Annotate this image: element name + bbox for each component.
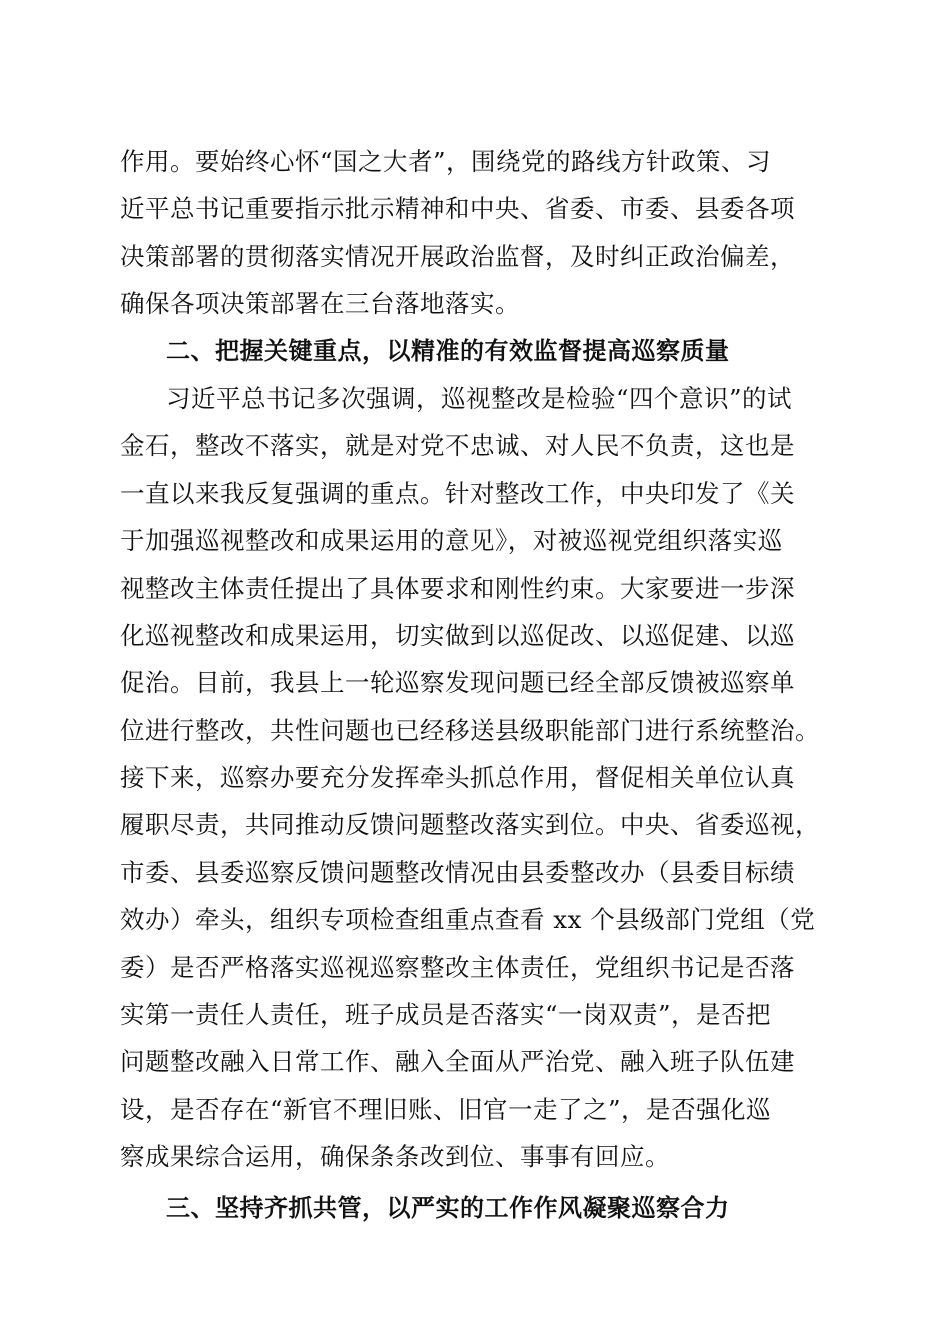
text-line: 作用。要始终心怀“国之大者”，围绕党的路线方针政策、习 bbox=[120, 147, 772, 176]
paragraph-2 bbox=[120, 375, 842, 1181]
text-line: 确保各项决策部署在三台落地落实。 bbox=[120, 289, 520, 319]
document-body bbox=[120, 138, 842, 1232]
text-line: 市委、县委巡察反馈问题整改情况由县委整改办（县委目标绩 bbox=[120, 857, 795, 887]
text-line: 设，是否存在“新官不理旧账、旧官一走了之”，是否强化巡 bbox=[120, 1094, 772, 1124]
text-line: 一直以来我反复强调的重点。针对整改工作，中央印发了《关 bbox=[120, 478, 795, 508]
text-line: 效办）牵头，组织专项检查组重点查看 xx 个县级部门党组（党 bbox=[120, 905, 816, 935]
text-line: 委）是否严格落实巡视巡察整改主体责任，党组织书记是否落 bbox=[120, 952, 795, 982]
text-line: 问题整改融入日常工作、融入全面从严治党、融入班子队伍建 bbox=[120, 1047, 795, 1077]
text-line: 近平总书记重要指示批示精神和中央、省委、市委、县委各项 bbox=[120, 194, 795, 224]
text-line: 决策部署的贯彻落实情况开展政治监督，及时纠正政治偏差， bbox=[120, 241, 795, 271]
text-line: 接下来，巡察办要充分发挥牵头抓总作用，督促相关单位认真 bbox=[120, 763, 795, 793]
text-line: 于加强巡视整改和成果运用的意见》，对被巡视党组织落实巡 bbox=[120, 526, 783, 556]
text-line: 察成果综合运用，确保条条改到位、事事有回应。 bbox=[120, 1142, 670, 1172]
text-line: 视整改主体责任提出了具体要求和刚性约束。大家要进一步深 bbox=[120, 573, 795, 603]
text-line: 促治。目前，我县上一轮巡察发现问题已经全部反馈被巡察单 bbox=[120, 668, 795, 698]
section-heading-2: 二、把握关键重点，以精准的有效监督提高巡察质量 bbox=[166, 336, 730, 365]
text-line: 实第一责任人责任，班子成员是否落实“一岗双责”，是否把 bbox=[120, 1000, 772, 1030]
text-line: 化巡视整改和成果运用，切实做到以巡促改、以巡促建、以巡 bbox=[120, 620, 795, 650]
text-line: 习近平总书记多次强调，巡视整改是检验“四个意识”的试 bbox=[166, 383, 793, 413]
paragraph-1 bbox=[120, 138, 842, 328]
text-line: 金石，整改不落实，就是对党不忠诚、对人民不负责，这也是 bbox=[120, 431, 795, 461]
text-line: 位进行整改，共性问题也已经移送县级职能部门进行系统整治。 bbox=[120, 715, 820, 745]
text-line: 履职尽责，共同推动反馈问题整改落实到位。中央、省委巡视， bbox=[120, 810, 820, 840]
section-heading-3: 三、坚持齐抓共管，以严实的工作作风凝聚巡察合力 bbox=[166, 1193, 730, 1222]
